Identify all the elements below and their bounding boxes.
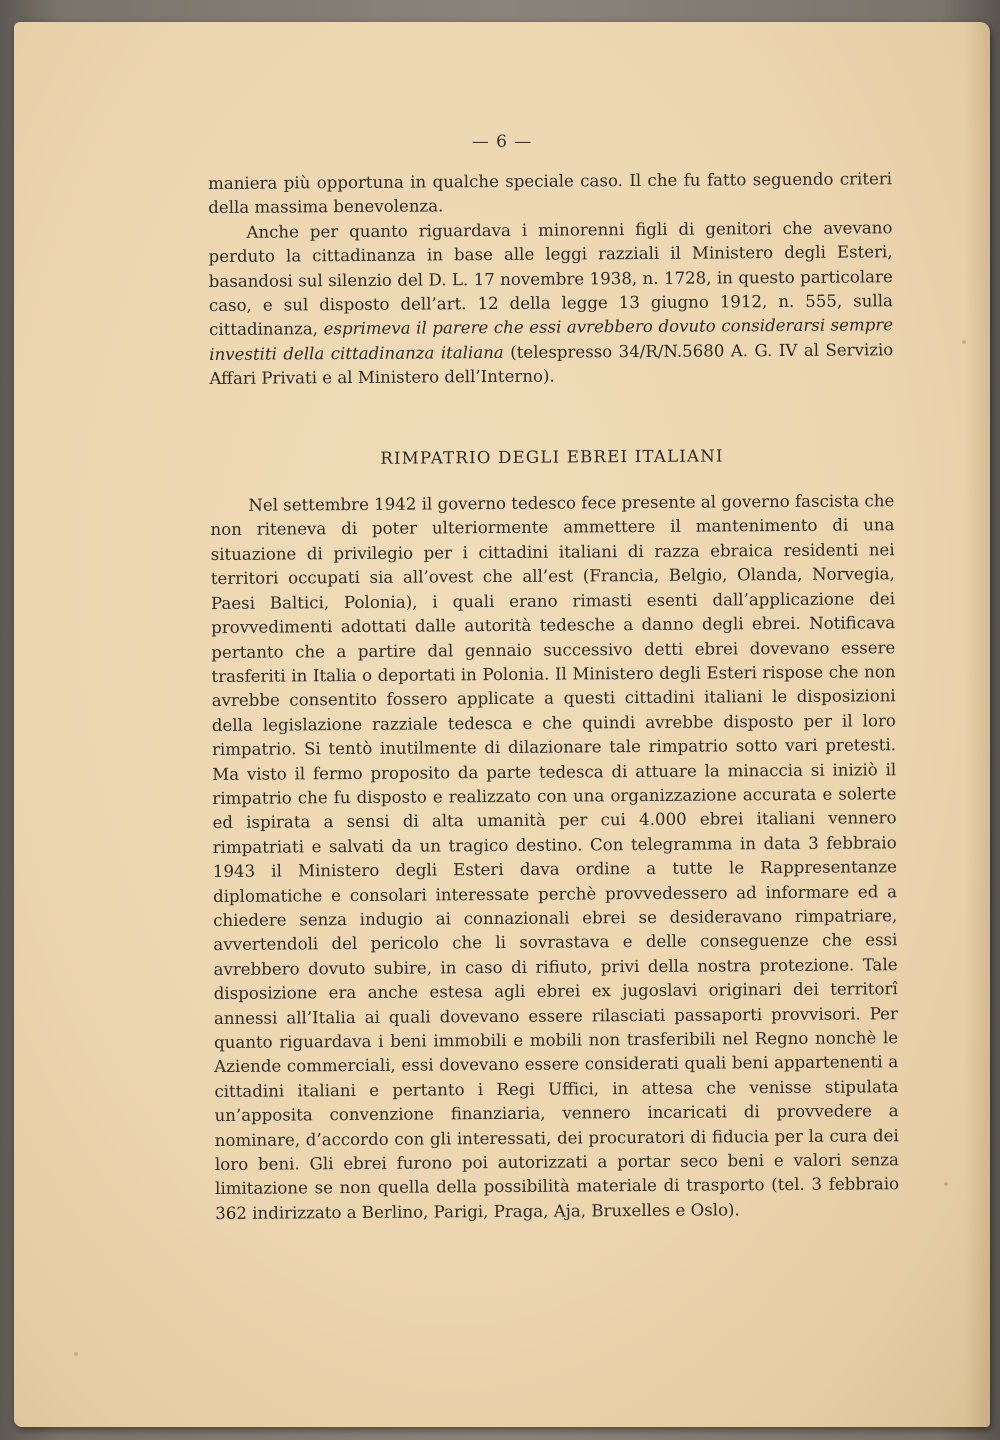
- page-number: — 6 —: [471, 132, 533, 152]
- paragraph-minors: [208, 216, 893, 392]
- paragraph-minors-lead: Anche per quanto riguardava i minorenni figli di genitori che avevano perduto la cittadinanza in base alle leggi razziali il Ministero degli Esteri, basandosi sul silenzio del D. L. 17 novembre 1938, n. 1728, in questo particolare caso, e sul disposto dell’art. 12 della legge 13 giugno 1912, n. 555, sulla cittadinanza,: [208, 218, 893, 340]
- paper-speck: [74, 1352, 78, 1356]
- paragraph-minors-italic: esprimeva il parere che essi avrebbero dovuto considerarsi sempre investiti della cittadinanza italiana: [209, 315, 894, 364]
- section-heading: RIMPATRIO DEGLI EBREI ITALIANI: [380, 446, 724, 468]
- page-body: [208, 167, 899, 1226]
- paragraph-repatriation: Nel settembre 1942 il governo tedesco fece presente al governo fascista che non riteneva di poter ulteriormente ammettere il mantenimento di una situazione di privilegio per i cittadini italiani di razza ebraica residenti nei territori occupati sia all’ovest che all’est (Francia, Belgio, Olanda, Norvegia, Paesi Baltici, Polonia), i quali erano rimasti esenti dall’applicazione dei provvedimenti adottati dalle autorità tedesche a danno degli ebrei. Notificava pertanto che a partire dal gennaio successivo detti ebrei dovevano essere trasferiti in Italia o deportati in Polonia. Il Ministero degli Esteri rispose che non avrebbe consentito fossero applicate a questi cittadini italiani le disposizioni della legislazione razziale tedesca e che quindi avrebbe disposto per il loro rimpatrio. Si tentò inutilmente di dilazionare tale rimpatrio sotto vari pretesti. Ma visto il fermo proposito da parte tedesca di attuare la minaccia si iniziò il rimpatrio che fu disposto e realizzato con una organizzazione accurata e solerte ed ispirata a sensi di alta umanità per cui 4.000 ebrei italiani vennero rimpatriati e salvati da un tragico destino. Con telegramma in data 3 febbraio 1943 il Ministero degli Esteri dava ordine a tutte le Rappresentanze diplomatiche e consolari interessate perchè provvedessero ad informare ed a chiedere senza indugio ai connazionali ebrei se desideravano rimpatriare, avvertendoli del pericolo che li sovrastava e delle conseguenze che essi avrebbero dovuto subire, in caso di rifiuto, privi della nostra protezione. Tale disposizione era anche estesa agli ebrei ex jugoslavi originari dei territorî annessi all’Italia ai quali dovevano essere rilasciati passaporti provvisori. Per quanto riguardava i beni immobili e mobili non trasferibili nel Regno nonchè le Aziende commerciali, essi dovevano essere considerati quali beni appartenenti a cittadini italiani e pertanto i Regi Uffici, in attesa che venisse stipulata un’apposita convenzione finanziaria, vennero incaricati di provvedere a nominare, d’accordo con gli interessati, dei procuratori di fiducia per la cura dei loro beni. Gli ebrei furono poi autorizzati a portar seco beni e valori senza limitazione se non quella della possibilità materiale di trasporto (tel. 3 febbraio 362 indirizzato a Berlino, Parigi, Praga, Aja, Bruxelles e Oslo).: [210, 491, 900, 1223]
- document-page: [14, 22, 990, 1427]
- paper-speck: [944, 1182, 948, 1186]
- paragraph-minors-tail: (telespresso 34/R/N.5680 A. G. IV al Servizio Affari Privati e al Ministero dell’Interno).: [209, 340, 894, 389]
- paragraph-continuation: maniera più opportuna in qualche speciale caso. Il che fu fatto seguendo criteri della massima benevolenza.: [208, 169, 893, 218]
- paper-speck: [962, 340, 966, 344]
